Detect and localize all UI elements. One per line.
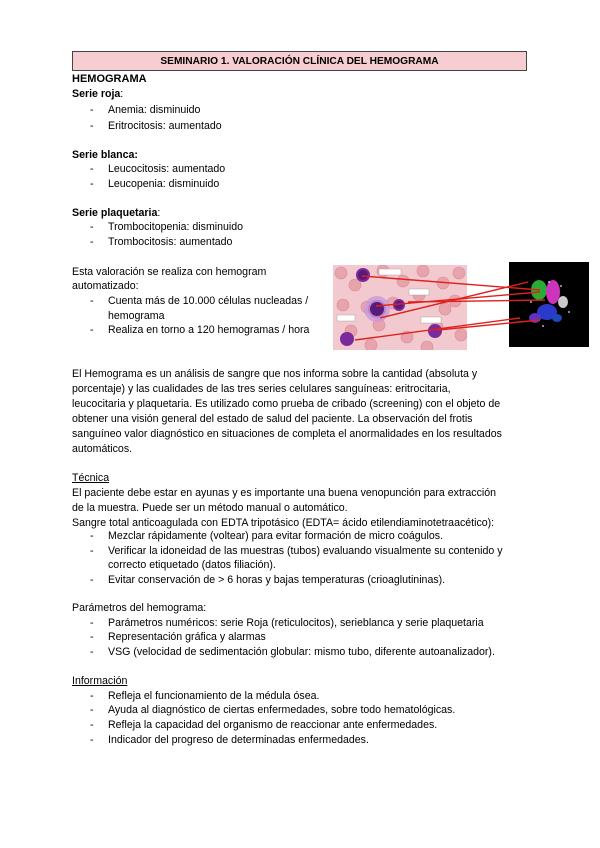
list-item: - Refleja el funcionamiento de la médula ósea.: [90, 690, 320, 702]
list-item: - Trombocitosis: aumentado: [90, 236, 233, 248]
parametros-heading: Parámetros del hemograma:: [72, 602, 207, 614]
list-item: - Verificar la idoneidad de las muestras (tubos) evaluando visualmente su contenido y: [90, 545, 503, 557]
list-item: - Trombocitopenia: disminuido: [90, 221, 244, 233]
page-title: SEMINARIO 1. VALORACIÓN CLÍNICA DEL HEMOGRAMA: [72, 51, 527, 71]
list-item: - Cuenta más de 10.000 células nucleadas /: [90, 295, 309, 307]
serie-plaquetaria-label: Serie plaquetaria:: [72, 207, 161, 219]
serie-roja-label: Serie roja:: [72, 88, 124, 100]
list-item: - Anemia: disminuido: [90, 104, 201, 116]
list-item: - Ayuda al diagnóstico de ciertas enfermedades, sobre todo hematológicas.: [90, 704, 456, 716]
list-item: - Mezclar rápidamente (voltear) para evitar formación de micro coágulos.: [90, 530, 444, 542]
valoracion-intro-line2: automatizado:: [72, 280, 139, 292]
serie-blanca-label: Serie blanca:: [72, 149, 138, 161]
list-item: - Eritrocitosis: aumentado: [90, 120, 222, 132]
list-item: - VSG (velocidad de sedimentación globular: mismo tubo, diferente autoanalizador).: [90, 646, 495, 658]
list-item: - Evitar conservación de > 6 horas y bajas temperaturas (crioaglutininas).: [90, 574, 446, 586]
valoracion-intro-line1: Esta valoración se realiza con hemogram: [72, 266, 267, 278]
list-item: - Leucopenia: disminuido: [90, 178, 220, 190]
list-item: - Leucocitosis: aumentado: [90, 163, 226, 175]
section-heading-hemograma: HEMOGRAMA: [72, 73, 147, 85]
list-item: - Parámetros numéricos: serie Roja (reticulocitos), serieblanca y serie plaquetaria: [90, 617, 484, 629]
list-item-continuation: hemograma: [108, 310, 165, 322]
tecnica-heading: Técnica: [72, 472, 110, 484]
informacion-heading: Información: [72, 675, 128, 687]
tecnica-paragraph: El paciente debe estar en ayunas y es importante una buena venopunción para extracción de la muestra. Puede ser un método manual o automático. Sangre total anticoagulada con EDTA tripotásico (EDTA= ácido etilendiaminotetraacético):: [72, 487, 497, 529]
list-item-continuation: correcto etiquetado (datos filiación).: [108, 559, 276, 571]
description-paragraph: El Hemograma es un análisis de sangre que nos informa sobre la cantidad (absoluta y porcentaje) y las cualidades de las tres series celulares sanguíneas: eritrocitaria, leucocitaria y plaquetaria. Es utilizado como prueba de cribado (screening) con el objeto de obtener una visión general del estado de salud del paciente. La observación del frotis sanguíneo valor diagnóstico en situaciones de completa el anormalidades en los resultados automáticos.: [72, 368, 502, 455]
list-item: - Indicador del progreso de determinadas enfermedades.: [90, 734, 369, 746]
list-item: - Representación gráfica y alarmas: [90, 631, 266, 643]
list-item: - Realiza en torno a 120 hemogramas / hora: [90, 324, 310, 336]
list-item: - Refleja la capacidad del organismo de reaccionar ante enfermedades.: [90, 719, 438, 731]
